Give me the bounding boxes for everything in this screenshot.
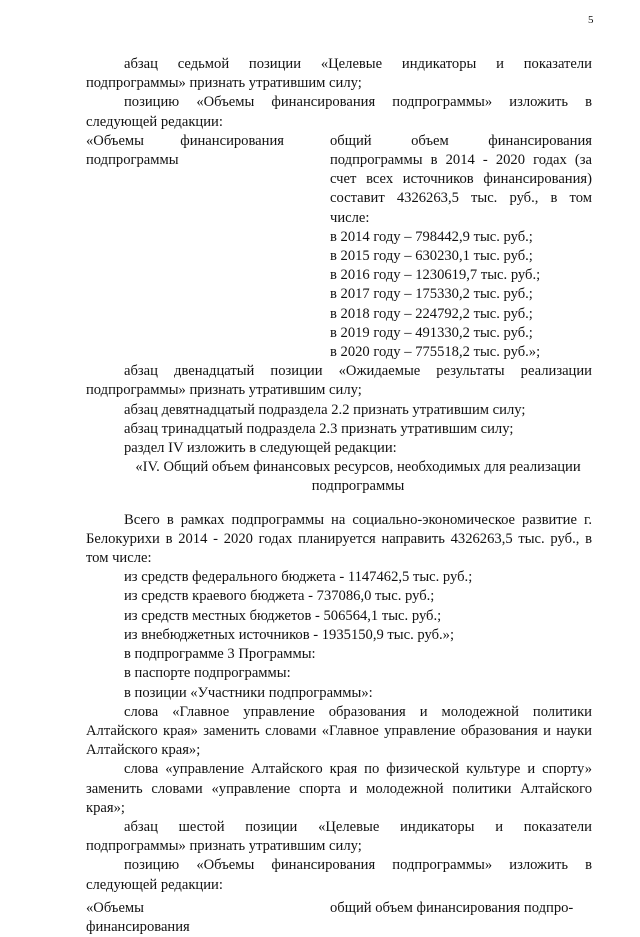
paragraph: абзац девятнадцатый подраздела 2.2 признать утратившим силу; [124, 401, 526, 418]
page-number: 5 [588, 14, 594, 26]
paragraph: в позиции «Участники подпрограммы»: [124, 684, 373, 701]
document-body [86, 55, 592, 937]
paragraph: слова «Главное управление образования и молодежной политики Алтайского края» заменить словами «Главное управление образования и науки Алтайского края»; [86, 703, 592, 759]
paragraph: в паспорте подпрограммы: [124, 665, 291, 682]
financing-year-line: в 2015 году – 630230,1 тыс. руб.; [330, 248, 533, 265]
paragraph: в подпрограмме 3 Программы: [124, 646, 316, 663]
financing-table-label: «Объемы финансирования подпрограммы [86, 132, 284, 169]
paragraph: абзац двенадцатый позиции «Ожидаемые результаты реализации подпрограммы» признать утратившим силу; [86, 363, 592, 399]
financing-table-value-cell [330, 132, 592, 362]
paragraph: Всего в рамках подпрограммы на социально-экономическое развитие г. Белокурихи в 2014 - 2020 годах планируется направить 4326263,5 тыс. руб., в том числе: [86, 511, 592, 567]
financing-total-text: общий объем финансирования подпрограммы в 2014 - 2020 годах (за счет всех источников финансирования) составит 4326263,5 тыс. руб., в том числе: [330, 132, 592, 226]
financing-year-line: в 2019 году – 491330,2 тыс. руб.; [330, 324, 533, 341]
paragraph: абзац седьмой позиции «Целевые индикаторы и показатели подпрограммы» признать утратившим силу; [86, 56, 592, 92]
financing-table-label-cell [86, 132, 284, 362]
financing-year-line: в 2020 году – 775518,2 тыс. руб.»; [330, 344, 541, 361]
financing-table-partial [86, 899, 592, 937]
financing-year-line: в 2016 году – 1230619,7 тыс. руб.; [330, 267, 541, 284]
funding-source-line: из средств местных бюджетов - 506564,1 тыс. руб.; [124, 607, 442, 624]
paragraph: слова «управление Алтайского края по физической культуре и спорту» заменить словами «управление спорта и молодежной политики Алтайского края»; [86, 761, 592, 816]
financing-year-line: в 2017 году – 175330,2 тыс. руб.; [330, 286, 533, 303]
paragraph: абзац тринадцатый подраздела 2.3 признать утратившим силу; [124, 420, 514, 437]
spacer [86, 497, 592, 511]
financing-year-line: в 2014 году – 798442,9 тыс. руб.; [330, 228, 533, 245]
funding-source-line: из внебюджетных источников - 1935150,9 тыс. руб.»; [124, 626, 455, 643]
financing-table-value-cell [330, 899, 592, 937]
funding-source-line: из средств федерального бюджета - 1147462,5 тыс. руб.; [124, 569, 473, 586]
section-title: «IV. Общий объем финансовых ресурсов, необходимых для реализации подпрограммы [135, 459, 581, 495]
paragraph: позицию «Объемы финансирования подпрограммы» изложить в следующей редакции: [86, 857, 592, 893]
financing-table [86, 132, 592, 362]
funding-source-line: из средств краевого бюджета - 737086,0 тыс. руб.; [124, 588, 435, 605]
paragraph: абзац шестой позиции «Целевые индикаторы и показатели подпрограммы» признать утратившим силу; [86, 818, 592, 855]
paragraph: позицию «Объемы финансирования подпрограммы» изложить в следующей редакции: [86, 94, 592, 130]
financing-table-label: «Объемы финансирования [86, 899, 190, 935]
financing-year-line: в 2018 году – 224792,2 тыс. руб.; [330, 305, 533, 322]
financing-table-label-cell [86, 899, 284, 937]
paragraph: раздел IV изложить в следующей редакции: [124, 440, 397, 457]
financing-total-text: общий объем финансирования подпро- [330, 899, 574, 916]
